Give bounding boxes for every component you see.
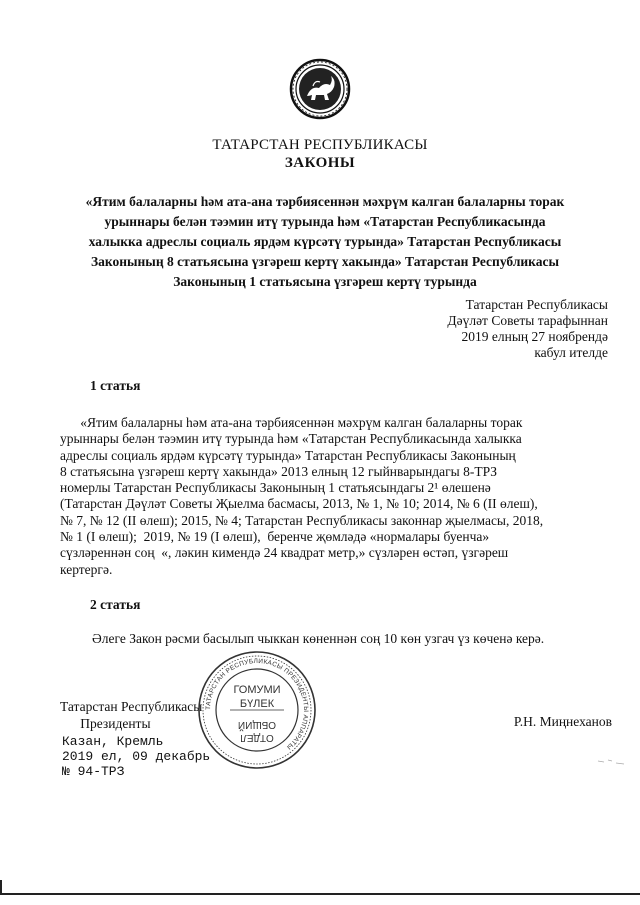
article-1-line: № 7, № 12 (II өлеш); 2015, № 4; Татарстан Республикасы законнар җыелмасы, 2018,: [60, 512, 544, 528]
adoption-line: Дәүләт Советы тарафыннан: [447, 313, 608, 328]
signatory-position-line: Татарстан Республикасы: [60, 699, 203, 714]
law-number: № 94-ТРЗ: [62, 764, 125, 779]
place-line: Казан, Кремль: [62, 734, 164, 749]
adoption-line: 2019 елның 27 ноябрендә: [461, 329, 608, 344]
article-2-text: Әлеге Закон рәсми басылып чыккан көненнән соң 10 көн узгач үз көченә керә.: [92, 631, 545, 646]
stamp-line-4: ОБЩИЙ: [237, 719, 277, 730]
article-1-line: (Татарстан Дәүләт Советы Җыелма басмасы, 2013, № 1, № 10; 2014, № 6 (II өлеш),: [60, 496, 538, 512]
law-title-line: Законының 1 статьясына үзгәреш кертү турында: [173, 274, 477, 289]
article-1-line: кертергә.: [60, 561, 113, 577]
article-1-line: адреслы социаль ярдәм күрсәтү турында» Татарстан Республикасы Законының: [60, 447, 516, 463]
signatory-position: [60, 698, 202, 732]
article-1-text: [60, 415, 608, 578]
law-title: [60, 192, 590, 292]
law-title-line: «Ятим балаларны һәм ата-ана тәрбиясеннән мәхрүм калган балаларны торак: [85, 194, 565, 209]
article-1-line: «Ятим балаларны һәм ата-ана тәрбиясеннән мәхрүм калган балаларны торак: [60, 415, 523, 430]
article-1-line: 8 статьясына үзгәреш кертү хакында» 2013 елның 12 гыйнварындагы 8-ТРЗ: [60, 463, 498, 479]
article-2-heading: 2 статья: [90, 597, 141, 612]
date-line: 2019 ел, 09 декабрь: [62, 749, 211, 764]
stamp-ring-text: ТАТАРСТАН РЕСПУБЛИКАСЫ ПРЕЗИДЕНТЫ АППАРАТЫ: [204, 657, 310, 751]
article-1-line: сүзләреннән соң «, ләкин кимендә 24 квадрат метр,» сүзләрен өстәп, үзгәреш: [60, 545, 509, 561]
adoption-note: [447, 297, 608, 361]
article-1-line: № 1 (I өлеш); 2019, № 19 (I өлеш), беренче җөмләдә «нормалары буенча»: [60, 529, 490, 545]
signatory-name: Р.Н. Миңнеханов: [513, 714, 612, 729]
stamp-line-2: БҮЛЕК: [239, 698, 275, 710]
coat-of-arms-icon: [289, 58, 351, 120]
scan-mark: [596, 757, 626, 767]
law-title-line: Законының 8 статьясына үзгәреш кертү хакында» Татарстан Республикасы: [90, 254, 560, 269]
law-title-line: урыннары белән тәэмин итү турында һәм «Татарстан Республикасында: [104, 214, 546, 229]
stamp-line-3: ОТДЕЛ: [240, 732, 274, 743]
signatory-position-line: Президенты: [60, 716, 151, 731]
article-1-line: урыннары белән тәэмин итү турында һәм «Татарстан Республикасында халыкка: [60, 431, 522, 447]
page-bottom-rule: [0, 893, 640, 895]
article-1-heading: 1 статья: [90, 378, 141, 393]
official-stamp: [196, 649, 318, 771]
law-title-line: халыкка адреслы социаль ярдәм күрсәтү турында» Татарстан Республикасы: [88, 234, 562, 249]
republic-heading: ТАТАРСТАН РЕСПУБЛИКАСЫ: [212, 137, 428, 153]
stamp-line-1: ГОМУМИ: [233, 684, 281, 696]
document-type: ЗАКОНЫ: [284, 155, 356, 171]
adoption-line: кабул ителде: [534, 345, 608, 360]
adoption-line: Татарстан Республикасы: [465, 297, 608, 312]
place-and-date: [62, 734, 210, 779]
article-1-line: номерлы Татарстан Республикасы Законының 1 статьясындагы 2¹ өлешенә: [60, 480, 491, 496]
